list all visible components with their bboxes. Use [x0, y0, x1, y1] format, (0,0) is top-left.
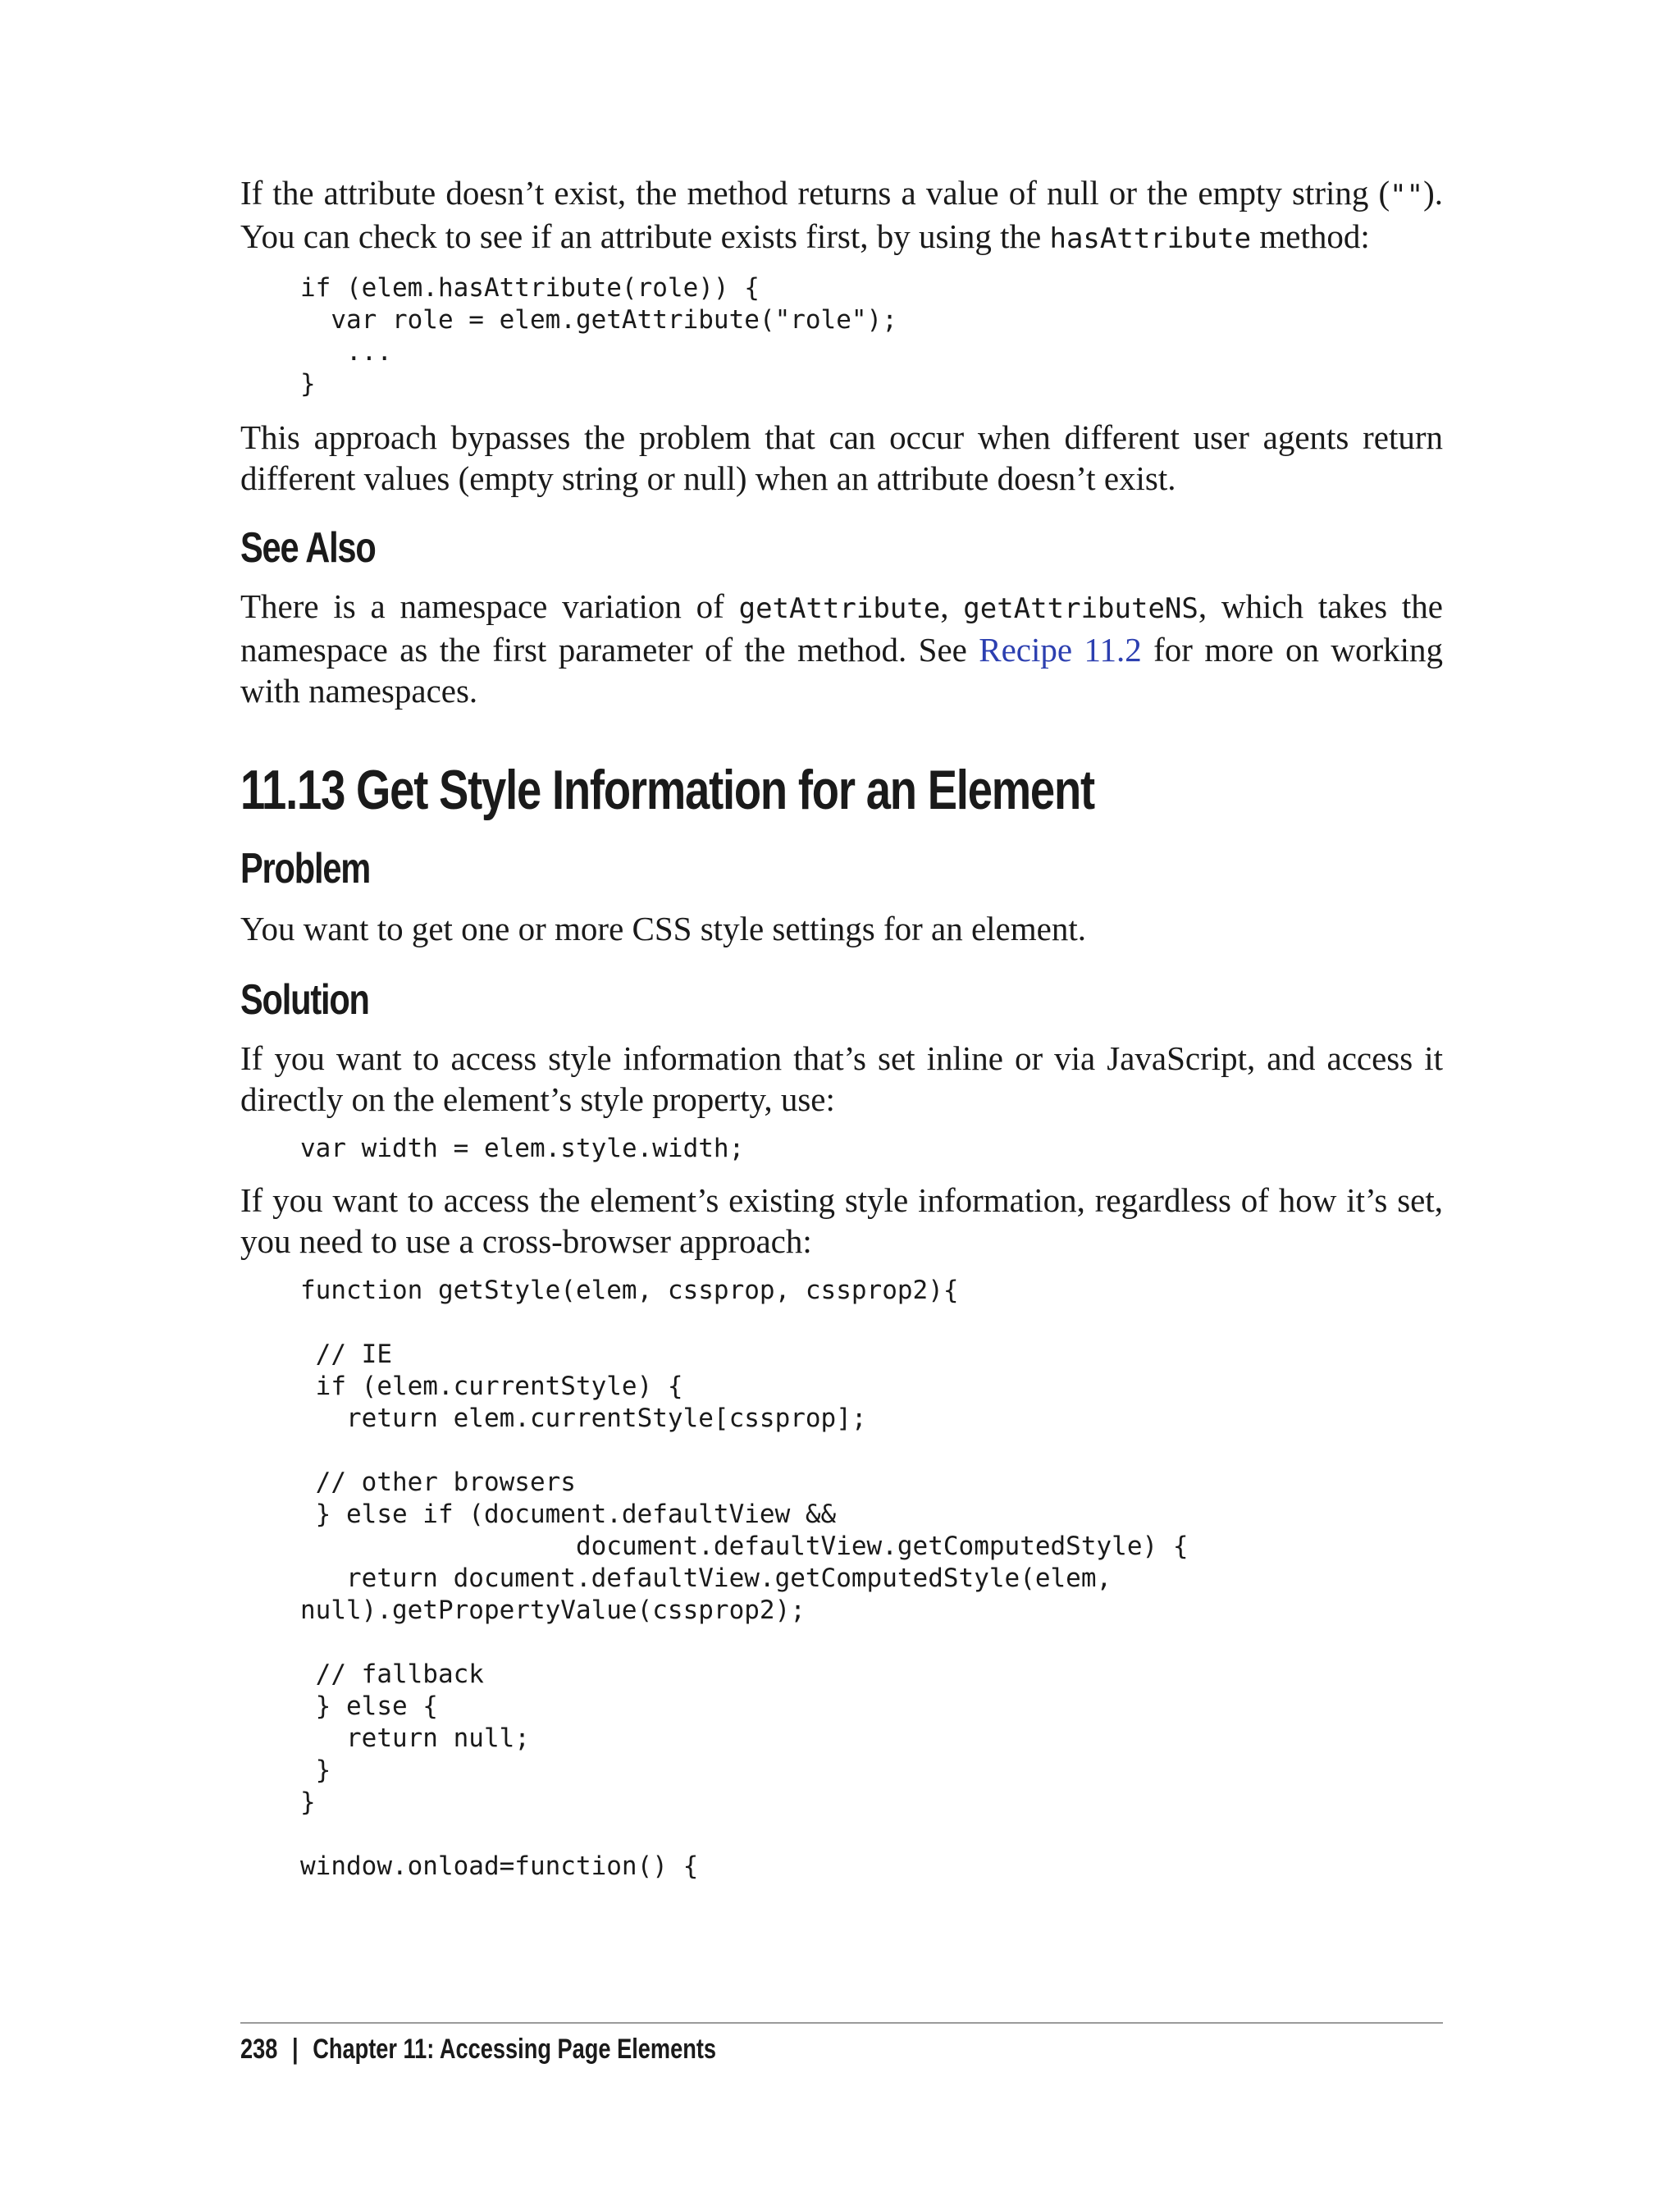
inline-code: "" [1390, 179, 1424, 212]
code-block-style-width: var width = elem.style.width; [300, 1134, 745, 1163]
paragraph-namespace [240, 586, 1443, 711]
heading-see-also: See Also [240, 524, 376, 572]
text-run: , which takes the namespace as the first parameter of the method. See [240, 587, 1444, 669]
text-run: There is a namespace variation of [240, 587, 739, 625]
paragraph-attribute-null [240, 172, 1443, 259]
section-title: 11.13 Get Style Information for an Element [240, 759, 1094, 821]
recipe-link[interactable]: Recipe 11.2 [979, 631, 1142, 669]
inline-code: getAttribute [738, 592, 941, 625]
text-run: for more on working with namespaces. [240, 631, 1444, 710]
code-block-has-attribute: if (elem.hasAttribute(role)) { var role = elem.getAttribute("role"); ... } [300, 273, 897, 399]
footer-divider [240, 2022, 1443, 2024]
page-content [240, 172, 1443, 1883]
paragraph-solution-inline: If you want to access style information that’s set inline or via JavaScript, and access it directly on the element’s style property, use: [240, 1039, 1443, 1118]
page-number: 238 [240, 2034, 278, 2065]
inline-code: getAttributeNS [963, 592, 1198, 625]
paragraph-cross-browser: If you want to access the element’s existing style information, regardless of how it’s set, you need to use a cross-browser approach: [240, 1181, 1443, 1260]
page-footer [240, 2033, 716, 2066]
heading-problem: Problem [240, 845, 371, 892]
paragraph-approach: This approach bypasses the problem that can occur when different user agents return different values (empty string or null) when an attribute doesn’t exist. [240, 418, 1443, 497]
chapter-title: Chapter 11: Accessing Page Elements [313, 2034, 717, 2065]
text-run: ). You can check to see if an attribute exists first, by using the [240, 174, 1443, 255]
heading-solution: Solution [240, 976, 369, 1024]
inline-code: hasAttribute [1049, 222, 1252, 255]
footer-separator: | [291, 2034, 299, 2065]
text-run: method: [1251, 217, 1370, 255]
text-run: If the attribute doesn’t exist, the method returns a value of null or the empty string ( [240, 174, 1390, 212]
paragraph-problem: You want to get one or more CSS style settings for an element. [240, 910, 1086, 947]
text-run: , [940, 587, 964, 625]
code-block-get-style: function getStyle(elem, cssprop, cssprop2){ // IE if (elem.currentStyle) { return elem.currentStyle[cssprop]; // other browsers } else if (document.defaultView && document.defaultView.getComputedStyle) { return document.defaultView.getComputedStyle(elem, null).getPropertyValue(cssprop2); // fallback } else { return null; } } window.onload=function() { [300, 1276, 1189, 1881]
